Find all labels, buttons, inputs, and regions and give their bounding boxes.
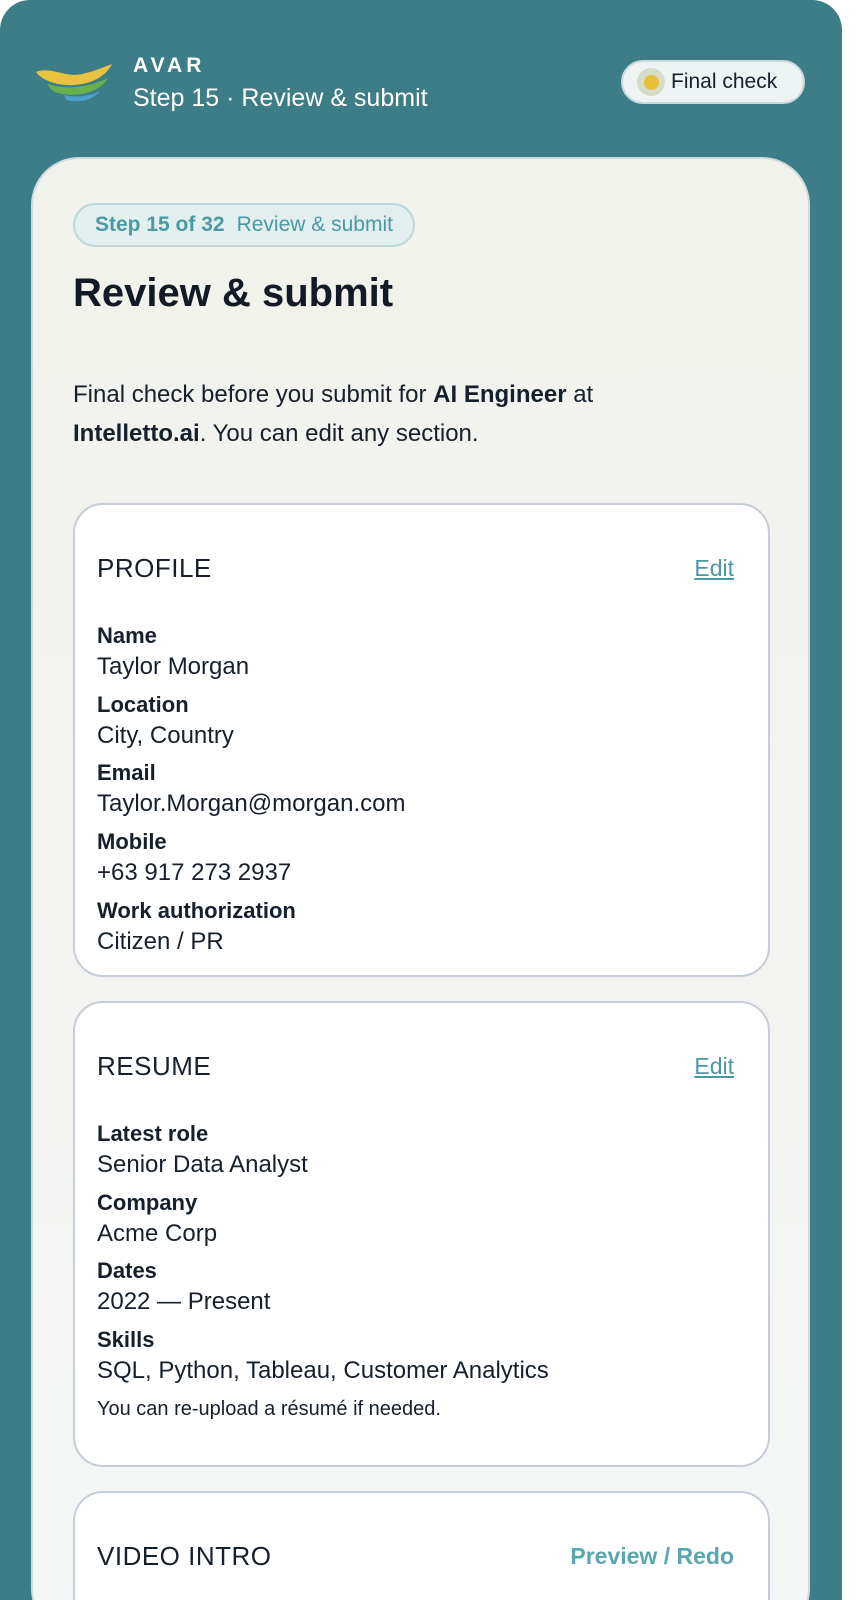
field-value-skills: SQL, Python, Tableau, Customer Analytics (97, 1357, 549, 1385)
field-value-company: Acme Corp (97, 1219, 218, 1247)
profile-edit-link[interactable]: Edit (694, 555, 734, 581)
page-title: Review & submit (73, 271, 394, 315)
intro-company: Intelletto.ai (73, 420, 200, 447)
video-preview-redo-link[interactable]: Preview / Redo (570, 1543, 734, 1569)
field-label-company: Company (97, 1189, 198, 1215)
resume-note: You can re-upload a résumé if needed. (97, 1397, 441, 1420)
resume-section (73, 1001, 770, 1467)
avar-logo-icon (34, 60, 114, 104)
status-badge (621, 60, 805, 104)
resume-heading: RESUME (97, 1051, 212, 1081)
field-value-mobile: +63 917 273 2937 (97, 859, 292, 887)
field-label-email: Email (97, 760, 156, 786)
status-label: Final check (671, 70, 778, 93)
field-label-latest-role: Latest role (97, 1121, 209, 1146)
profile-section (73, 503, 770, 977)
top-bar (0, 0, 842, 150)
intro-role: AI Engineer (433, 381, 567, 408)
resume-fields (97, 1119, 549, 1424)
field-label-work-authorization: Work authorization (97, 897, 296, 923)
review-card (31, 157, 810, 1600)
step-chip (73, 203, 415, 247)
video-intro-heading: VIDEO INTRO (97, 1541, 272, 1571)
step-chip-label: Review & submit (236, 213, 393, 236)
field-value-latest-role: Senior Data Analyst (97, 1151, 308, 1178)
step-chip-number: Step 15 of 32 (95, 213, 225, 236)
step-subtitle: Step 15 · Review & submit (133, 84, 428, 112)
video-intro-section (73, 1491, 770, 1600)
resume-edit-link[interactable]: Edit (694, 1053, 734, 1079)
field-value-email: Taylor.Morgan@morgan.com (97, 790, 406, 818)
field-label-name: Name (97, 623, 157, 648)
field-value-dates: 2022 — Present (97, 1288, 271, 1316)
field-label-skills: Skills (97, 1327, 155, 1353)
field-label-mobile: Mobile (97, 829, 167, 855)
status-dot-icon (637, 68, 665, 96)
field-label-location: Location (97, 691, 189, 717)
profile-fields (97, 621, 405, 964)
field-value-work-authorization: Citizen / PR (97, 927, 224, 955)
field-label-dates: Dates (97, 1258, 157, 1284)
brand-name: AVAR (133, 54, 206, 77)
field-value-location: City, Country (97, 721, 234, 749)
intro-suffix: . You can edit any section. (199, 420, 479, 447)
intro-prefix: Final check before you submit for (73, 381, 434, 408)
field-value-name: Taylor Morgan (97, 653, 250, 680)
intro-mid: at (566, 381, 594, 408)
intro-text (73, 375, 753, 453)
profile-heading: PROFILE (97, 553, 212, 583)
